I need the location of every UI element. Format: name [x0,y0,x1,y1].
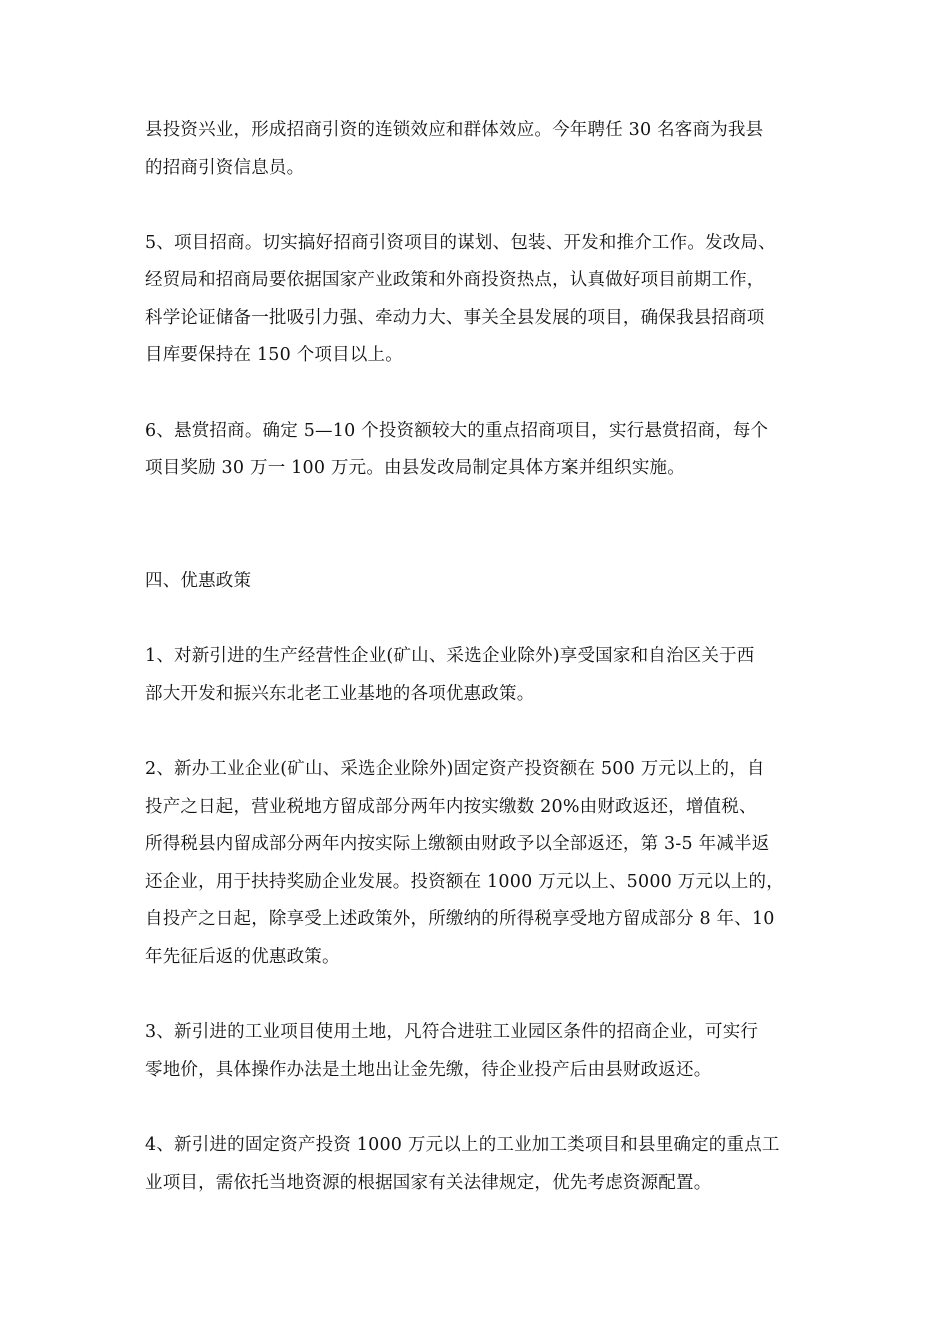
paragraph-line: 年先征后返的优惠政策。 [145,947,340,967]
paragraph-line: 6、悬赏招商。确定 5—10 个投资额较大的重点招商项目，实行悬赏招商，每个 [145,421,769,441]
paragraph-line: 部大开发和振兴东北老工业基地的各项优惠政策。 [145,684,535,704]
paragraph-line: 县投资兴业，形成招商引资的连锁效应和群体效应。今年聘任 30 名客商为我县 [145,120,764,140]
paragraph-line: 2、新办工业企业(矿山、采选企业除外)固定资产投资额在 500 万元以上的，自 [145,759,765,779]
paragraph-line: 的招商引资信息员。 [145,158,305,178]
paragraph-line: 1、对新引进的生产经营性企业(矿山、采选企业除外)享受国家和自治区关于西 [145,646,755,666]
paragraph-line: 3、新引进的工业项目使用土地，凡符合进驻工业园区条件的招商企业，可实行 [145,1022,759,1042]
paragraph-line: 所得税县内留成部分两年内按实际上缴额由财政予以全部返还，第 3-5 年减半返 [145,834,770,854]
paragraph-line: 业项目，需依托当地资源的根据国家有关法律规定，优先考虑资源配置。 [145,1173,712,1193]
section-heading: 四、优惠政策 [145,571,252,591]
paragraph-line: 4、新引进的固定资产投资 1000 万元以上的工业加工类项目和县里确定的重点工 [145,1135,780,1155]
paragraph-line: 科学论证储备一批吸引力强、牵动力大、事关全县发展的项目，确保我县招商项 [145,308,765,328]
paragraph-line: 还企业，用于扶持奖励企业发展。投资额在 1000 万元以上、5000 万元以上的， [145,872,784,892]
paragraph-line: 5、项目招商。切实搞好招商引资项目的谋划、包装、开发和推介工作。发改局、 [145,233,776,253]
paragraph-line: 目库要保持在 150 个项目以上。 [145,345,403,365]
paragraph-line: 经贸局和招商局要依据国家产业政策和外商投资热点，认真做好项目前期工作， [145,270,765,290]
paragraph-line: 项目奖励 30 万一 100 万元。由县发改局制定具体方案并组织实施。 [145,458,685,478]
paragraph-line: 零地价，具体操作办法是土地出让金先缴，待企业投产后由县财政返还。 [145,1060,712,1080]
paragraph-line: 自投产之日起，除享受上述政策外，所缴纳的所得税享受地方留成部分 8 年、10 [145,909,775,929]
paragraph-line: 投产之日起，营业税地方留成部分两年内按实缴数 20%由财政返还，增值税、 [145,797,757,817]
